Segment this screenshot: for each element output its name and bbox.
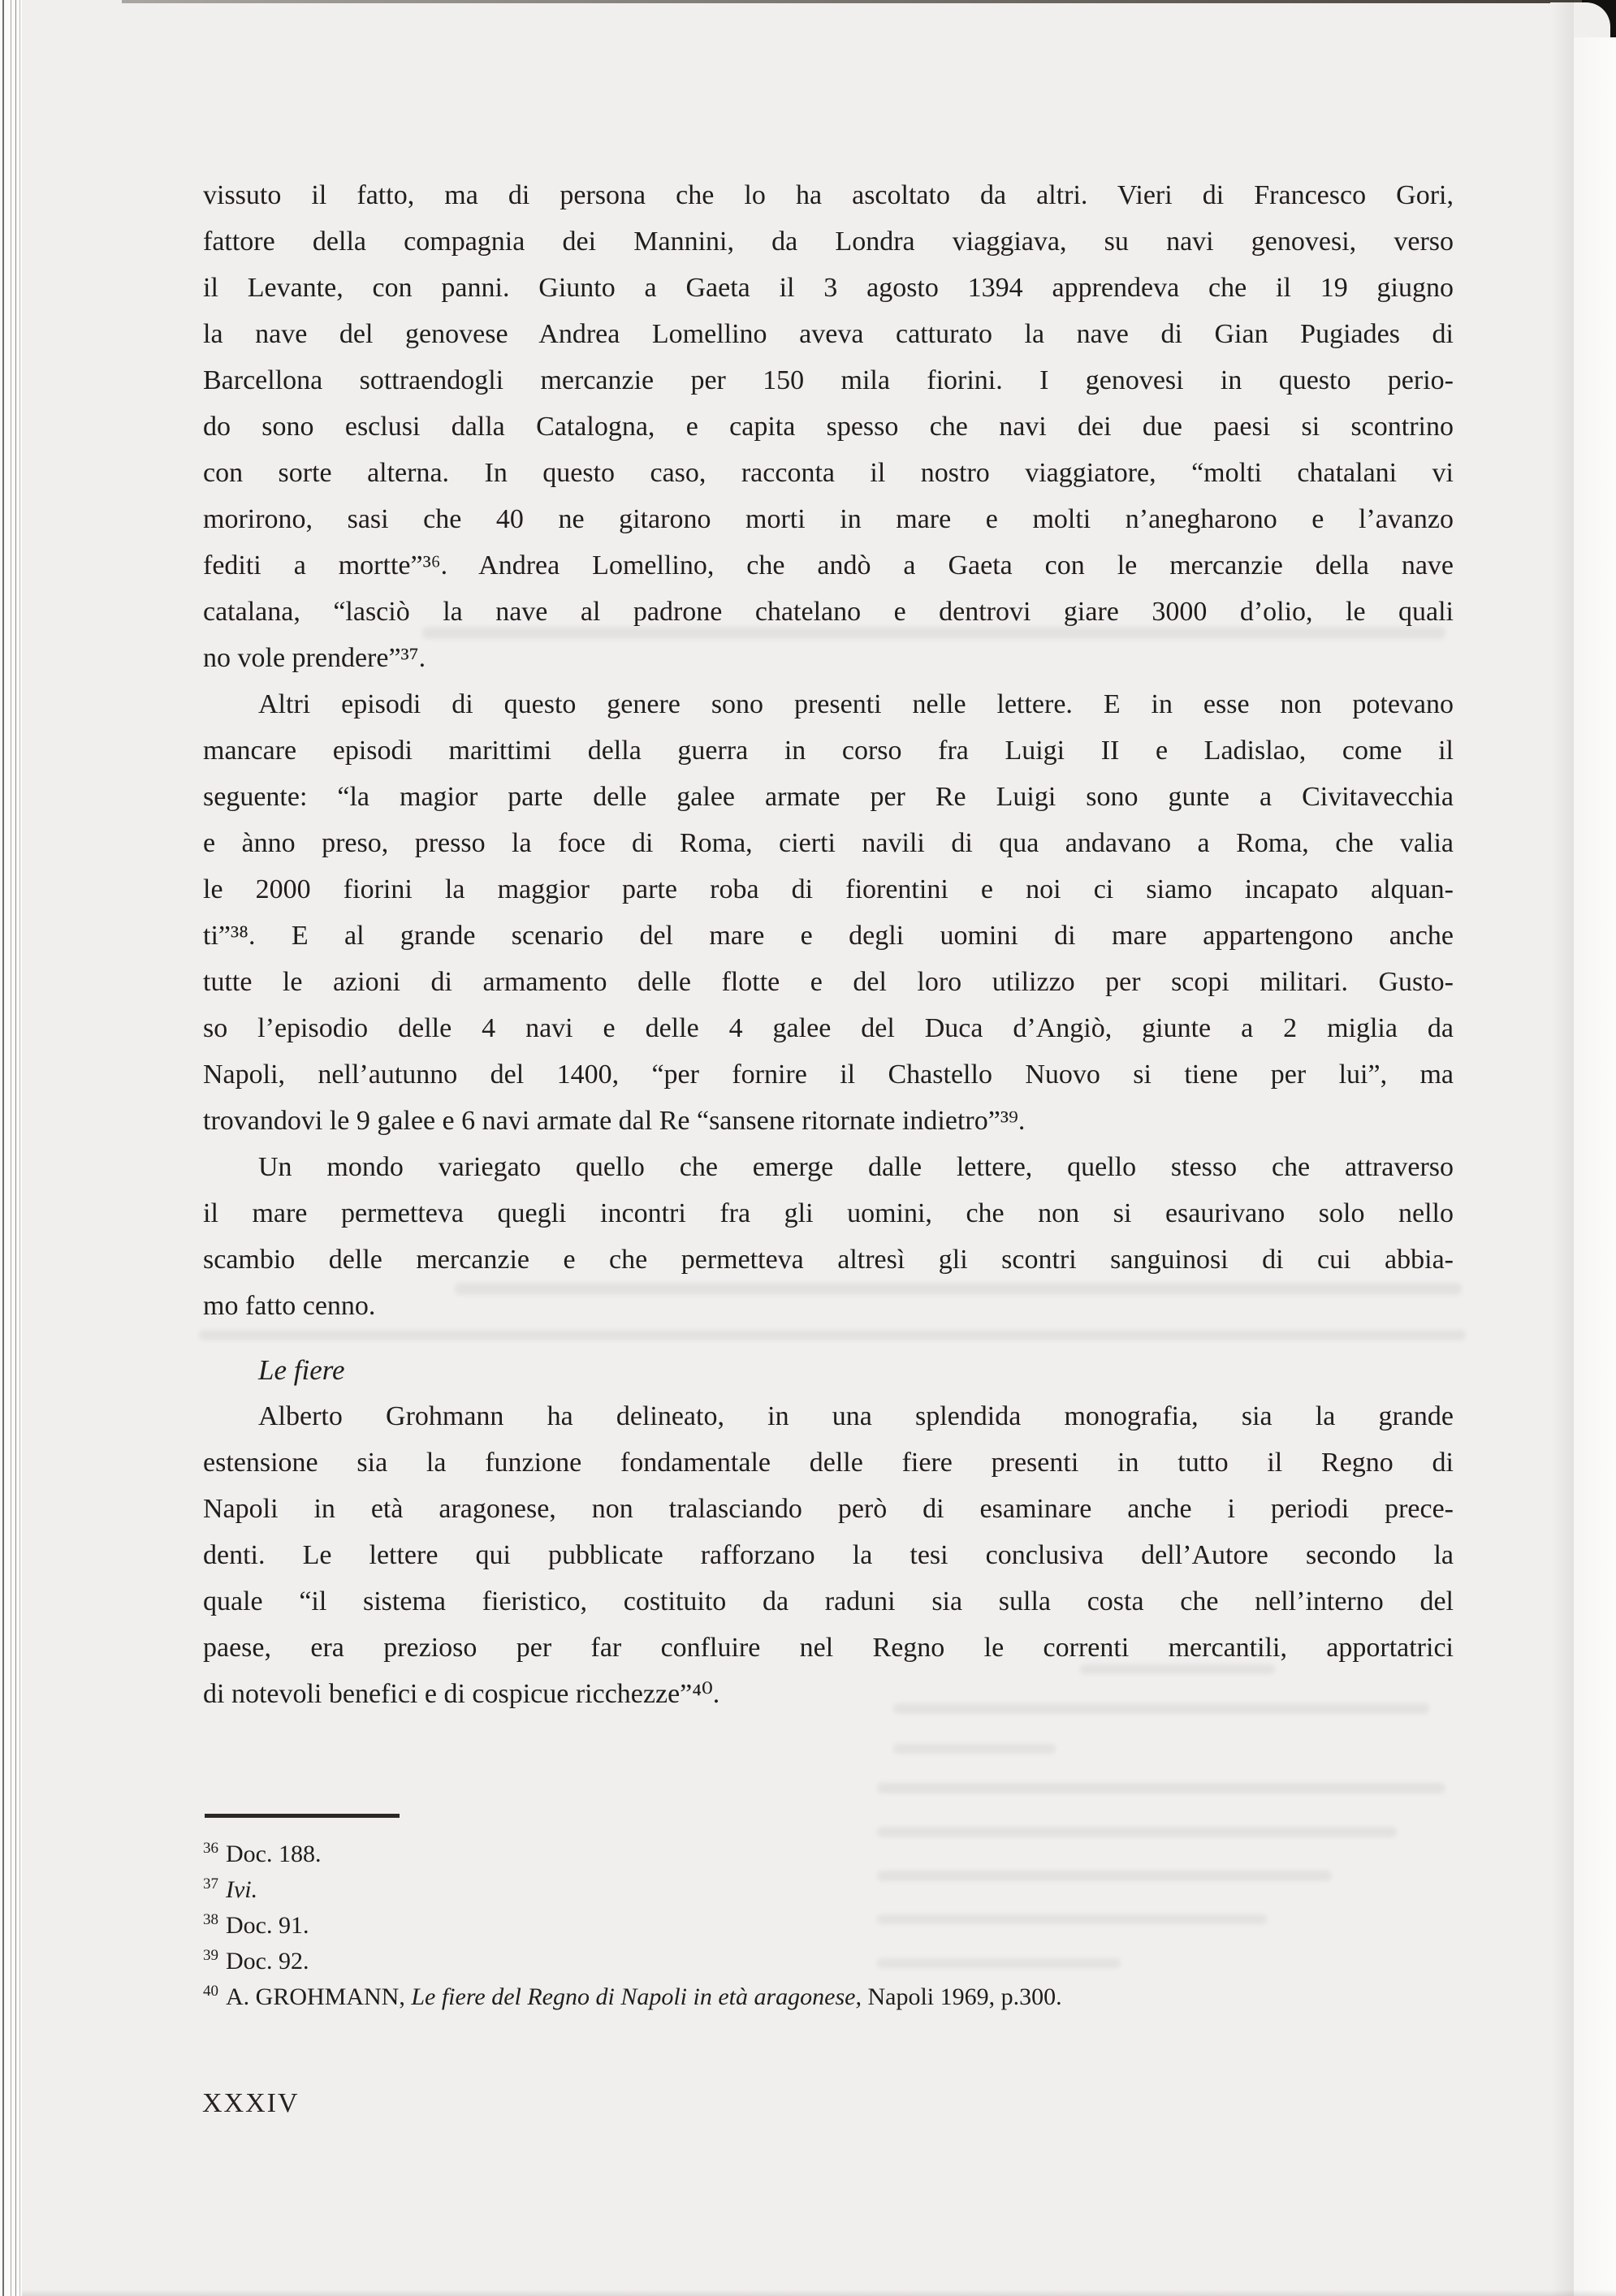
- paragraph: [203, 1144, 1454, 1329]
- footnote-marker: 40: [203, 1983, 218, 2000]
- text-line: mo fatto cenno.: [203, 1291, 376, 1321]
- text-line: tutte le azioni di armamento delle flotte e del loro utilizzo per scopi militari. Gusto-: [203, 967, 1454, 997]
- text-line: Un mondo variegato quello che emerge dalle lettere, quello stesso che attraverso: [258, 1152, 1454, 1182]
- text-line: Altri episodi di questo genere sono presenti nelle lettere. E in esse non potevano: [258, 689, 1454, 719]
- text-line: catalana, “lasciò la nave al padrone chatelano e dentrovi giare 3000 d’olio, le quali: [203, 597, 1454, 627]
- text-line: vissuto il fatto, ma di persona che lo ha ascoltato da altri. Vieri di Francesco Gori,: [203, 180, 1454, 210]
- text-line: ti”³⁸. E al grande scenario del mare e degli uomini di mare appartengono anche: [203, 921, 1454, 951]
- text-line: il Levante, con panni. Giunto a Gaeta il 3 agosto 1394 apprendeva che il 19 giugno: [203, 273, 1454, 303]
- footnote-marker: 37: [203, 1875, 218, 1892]
- text-line: Napoli in età aragonese, non tralasciando però di esaminare anche i periodi prece-: [203, 1494, 1454, 1524]
- text-line: denti. Le lettere qui pubblicate rafforzano la tesi conclusiva dell’Autore secondo la: [203, 1540, 1454, 1570]
- footnote: $^{38}$ Doc. 91.: [203, 1911, 309, 1939]
- text-line: e ànno preso, presso la foce di Roma, cierti navili di qua andavano a Roma, che valia: [203, 828, 1454, 858]
- paragraph: [203, 1393, 1454, 1717]
- scan-top-edge: [122, 0, 1592, 3]
- text-line: fattore della compagnia dei Mannini, da Londra viaggiava, su navi genovesi, verso: [203, 227, 1454, 257]
- text-line: trovandovi le 9 galee e 6 navi armate dal Re “sansene ritornate indietro”³⁹.: [203, 1106, 1026, 1136]
- page-edge-line: [15, 0, 16, 2296]
- text-line: estensione sia la funzione fondamentale delle fiere presenti in tutto il Regno di: [203, 1448, 1454, 1478]
- text-line: Napoli, nell’autunno del 1400, “per fornire il Chastello Nuovo si tiene per lui”, ma: [203, 1060, 1454, 1090]
- paragraph: [203, 681, 1454, 1144]
- footnote: $^{36}$ Doc. 188.: [203, 1840, 322, 1867]
- page-edge-line: [2, 0, 4, 2296]
- text-line: scambio delle mercanzie e che permetteva altresì gli scontri sanguinosi di cui abbia-: [203, 1245, 1454, 1275]
- footnote: $^{40}$ A. GROHMANN, Le fiere del Regno di Napoli in età aragonese, Napoli 1969, p.300.: [203, 1983, 1062, 2010]
- body-text: [203, 172, 1454, 1717]
- text-line: con sorte alterna. In questo caso, racconta il nostro viaggiatore, “molti chatalani vi: [203, 458, 1454, 488]
- footnote-marker: 38: [203, 1911, 218, 1928]
- page-edge-line: [19, 0, 20, 2296]
- footnote-separator-rule: [205, 1814, 400, 1818]
- section-heading: Le fiere: [258, 1354, 345, 1386]
- paragraph: [203, 172, 1454, 681]
- text-line: seguente: “la magior parte delle galee armate per Re Luigi sono gunte a Civitavecchia: [203, 782, 1454, 812]
- text-line: do sono esclusi dalla Catalogna, e capita spesso che navi dei due paesi si scontrino: [203, 412, 1454, 442]
- footnote: $^{39}$ Doc. 92.: [203, 1947, 309, 1974]
- text-line: no vole prendere”³⁷.: [203, 643, 426, 673]
- page-number: XXXIV: [202, 2088, 300, 2118]
- text-line: di notevoli benefici e di cospicue ricchezze”⁴⁰.: [203, 1679, 720, 1709]
- page-curve-shadow: [1551, 0, 1574, 2296]
- footnotes-list: [203, 1836, 1454, 2015]
- bleedthrough-mark: [877, 1783, 1445, 1793]
- text-line: quale “il sistema fieristico, costituito da raduni sia sulla costa che nell’interno del: [203, 1586, 1454, 1616]
- page-right-edge: [1574, 37, 1616, 2296]
- text-line: le 2000 fiorini la maggior parte roba di fiorentini e noi ci siamo incapato alquan-: [203, 874, 1454, 904]
- text-line: so l’episodio delle 4 navi e delle 4 galee del Duca d’Angiò, giunte a 2 miglia da: [203, 1013, 1454, 1043]
- text-line: il mare permetteva quegli incontri fra gli uomini, che non si esaurivano solo nello: [203, 1198, 1454, 1228]
- footnote-marker: 39: [203, 1947, 218, 1964]
- text-line: paese, era prezioso per far confluire nel Regno le correnti mercantili, apportatrici: [203, 1633, 1454, 1663]
- bleedthrough-mark: [893, 1744, 1056, 1754]
- scan-bottom-edge: [22, 2290, 1616, 2296]
- text-line: mancare episodi marittimi della guerra in corso fra Luigi II e Ladislao, come il: [203, 736, 1454, 766]
- text-line: Alberto Grohmann ha delineato, in una splendida monografia, sia la grande: [258, 1401, 1454, 1431]
- text-line: morirono, sasi che 40 ne gitarono morti in mare e molti n’anegharono e l’avanzo: [203, 504, 1454, 534]
- footnote: $^{37}$ Ivi.: [203, 1875, 258, 1903]
- text-line: fediti a mortte”³⁶. Andrea Lomellino, che andò a Gaeta con le mercanzie della nave: [203, 550, 1454, 580]
- footnote-marker: 36: [203, 1840, 218, 1857]
- text-line: la nave del genovese Andrea Lomellino aveva catturato la nave di Gian Pugiades di: [203, 319, 1454, 349]
- text-line: Barcellona sottraendogli mercanzie per 150 mila fiorini. I genovesi in questo perio-: [203, 365, 1454, 395]
